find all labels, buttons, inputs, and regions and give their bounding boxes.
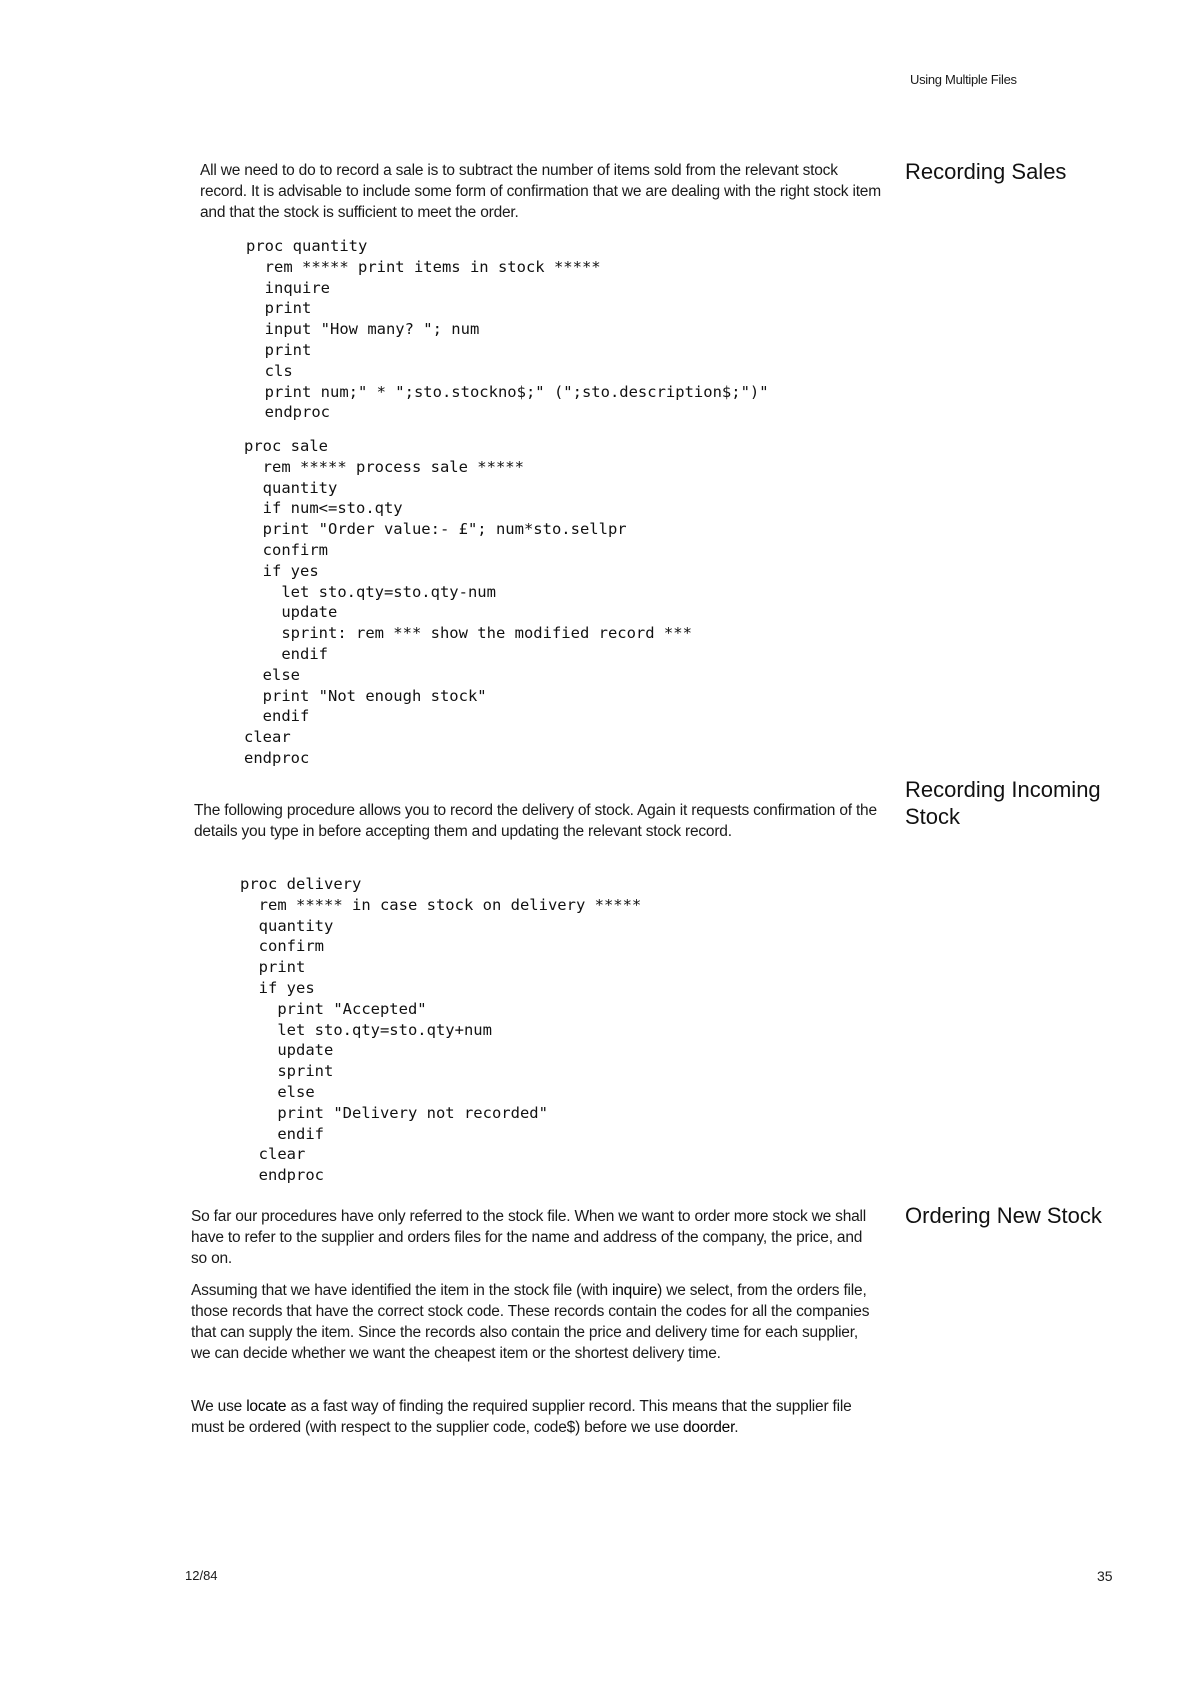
heading-recording-incoming-stock: Recording Incoming Stock: [905, 777, 1101, 829]
running-header: Using Multiple Files: [910, 72, 1017, 87]
paragraph-ordering-1: So far our procedures have only referred to the stock file. When we want to order more stock we shall have to refer to the supplier and orders files for the name and address of the company, the price, and so on.: [191, 1208, 867, 1267]
paragraph-recording-incoming: The following procedure allows you to record the delivery of stock. Again it requests confirmation of the details you type in before accepting them and updating the relevant stock record.: [194, 802, 877, 840]
code-block-delivery: proc delivery rem ***** in case stock on delivery ***** quantity confirm print if yes print "Accepted" let sto.qty=sto.qty+num update sprint else print "Delivery not recorded" endif clear endproc: [240, 875, 642, 1185]
paragraph-ordering-3-text-c: .: [734, 1419, 739, 1436]
heading-recording-sales: Recording Sales: [905, 159, 1067, 184]
paragraph-ordering-3: [191, 1396, 876, 1438]
paragraph-ordering-3-text-a: We use: [191, 1398, 247, 1415]
keyword-locate: locate: [246, 1398, 287, 1415]
keyword-inquire: inquire: [612, 1282, 658, 1299]
paragraph-ordering-2-text-b: ) we select, from the orders file, those records that have the correct stock code. These records contain the codes for all the companies that can supply the item. Since the records also contain the price and delivery time for each supplier, we can decide whether we want the cheapest item or the shortest delivery time.: [191, 1282, 870, 1362]
page-number: 35: [1097, 1568, 1113, 1584]
paragraph-recording-sales: All we need to do to record a sale is to subtract the number of items sold from the relevant stock record. It is advisable to include some form of confirmation that we are dealing with the right stock item and that the stock is sufficient to meet the order.: [200, 162, 881, 221]
paragraph-ordering-3-text-b: as a fast way of finding the required supplier record. This means that the supplier file must be ordered (with respect to the supplier code, code$) before we use: [191, 1398, 852, 1436]
heading-ordering-new-stock: Ordering New Stock: [905, 1203, 1102, 1228]
paragraph-ordering-2: [191, 1280, 876, 1364]
paragraph-ordering-2-text-a: Assuming that we have identified the item in the stock file (with: [191, 1282, 613, 1299]
code-block-quantity: proc quantity rem ***** print items in stock ***** inquire print input "How many? "; num print cls print num;" * ";sto.stockno$;" (";sto.description$;")" endproc: [246, 237, 769, 422]
footer-date: 12/84: [185, 1568, 218, 1583]
code-block-sale: proc sale rem ***** process sale ***** quantity if num<=sto.qty print "Order value:- £"; num*sto.sellpr confirm if yes let sto.qty=sto.qty-num update sprint: rem *** show the modified record *** endif else print "Not enough stock" endif clear endproc: [244, 437, 692, 767]
keyword-doorder: doorder: [683, 1419, 735, 1436]
